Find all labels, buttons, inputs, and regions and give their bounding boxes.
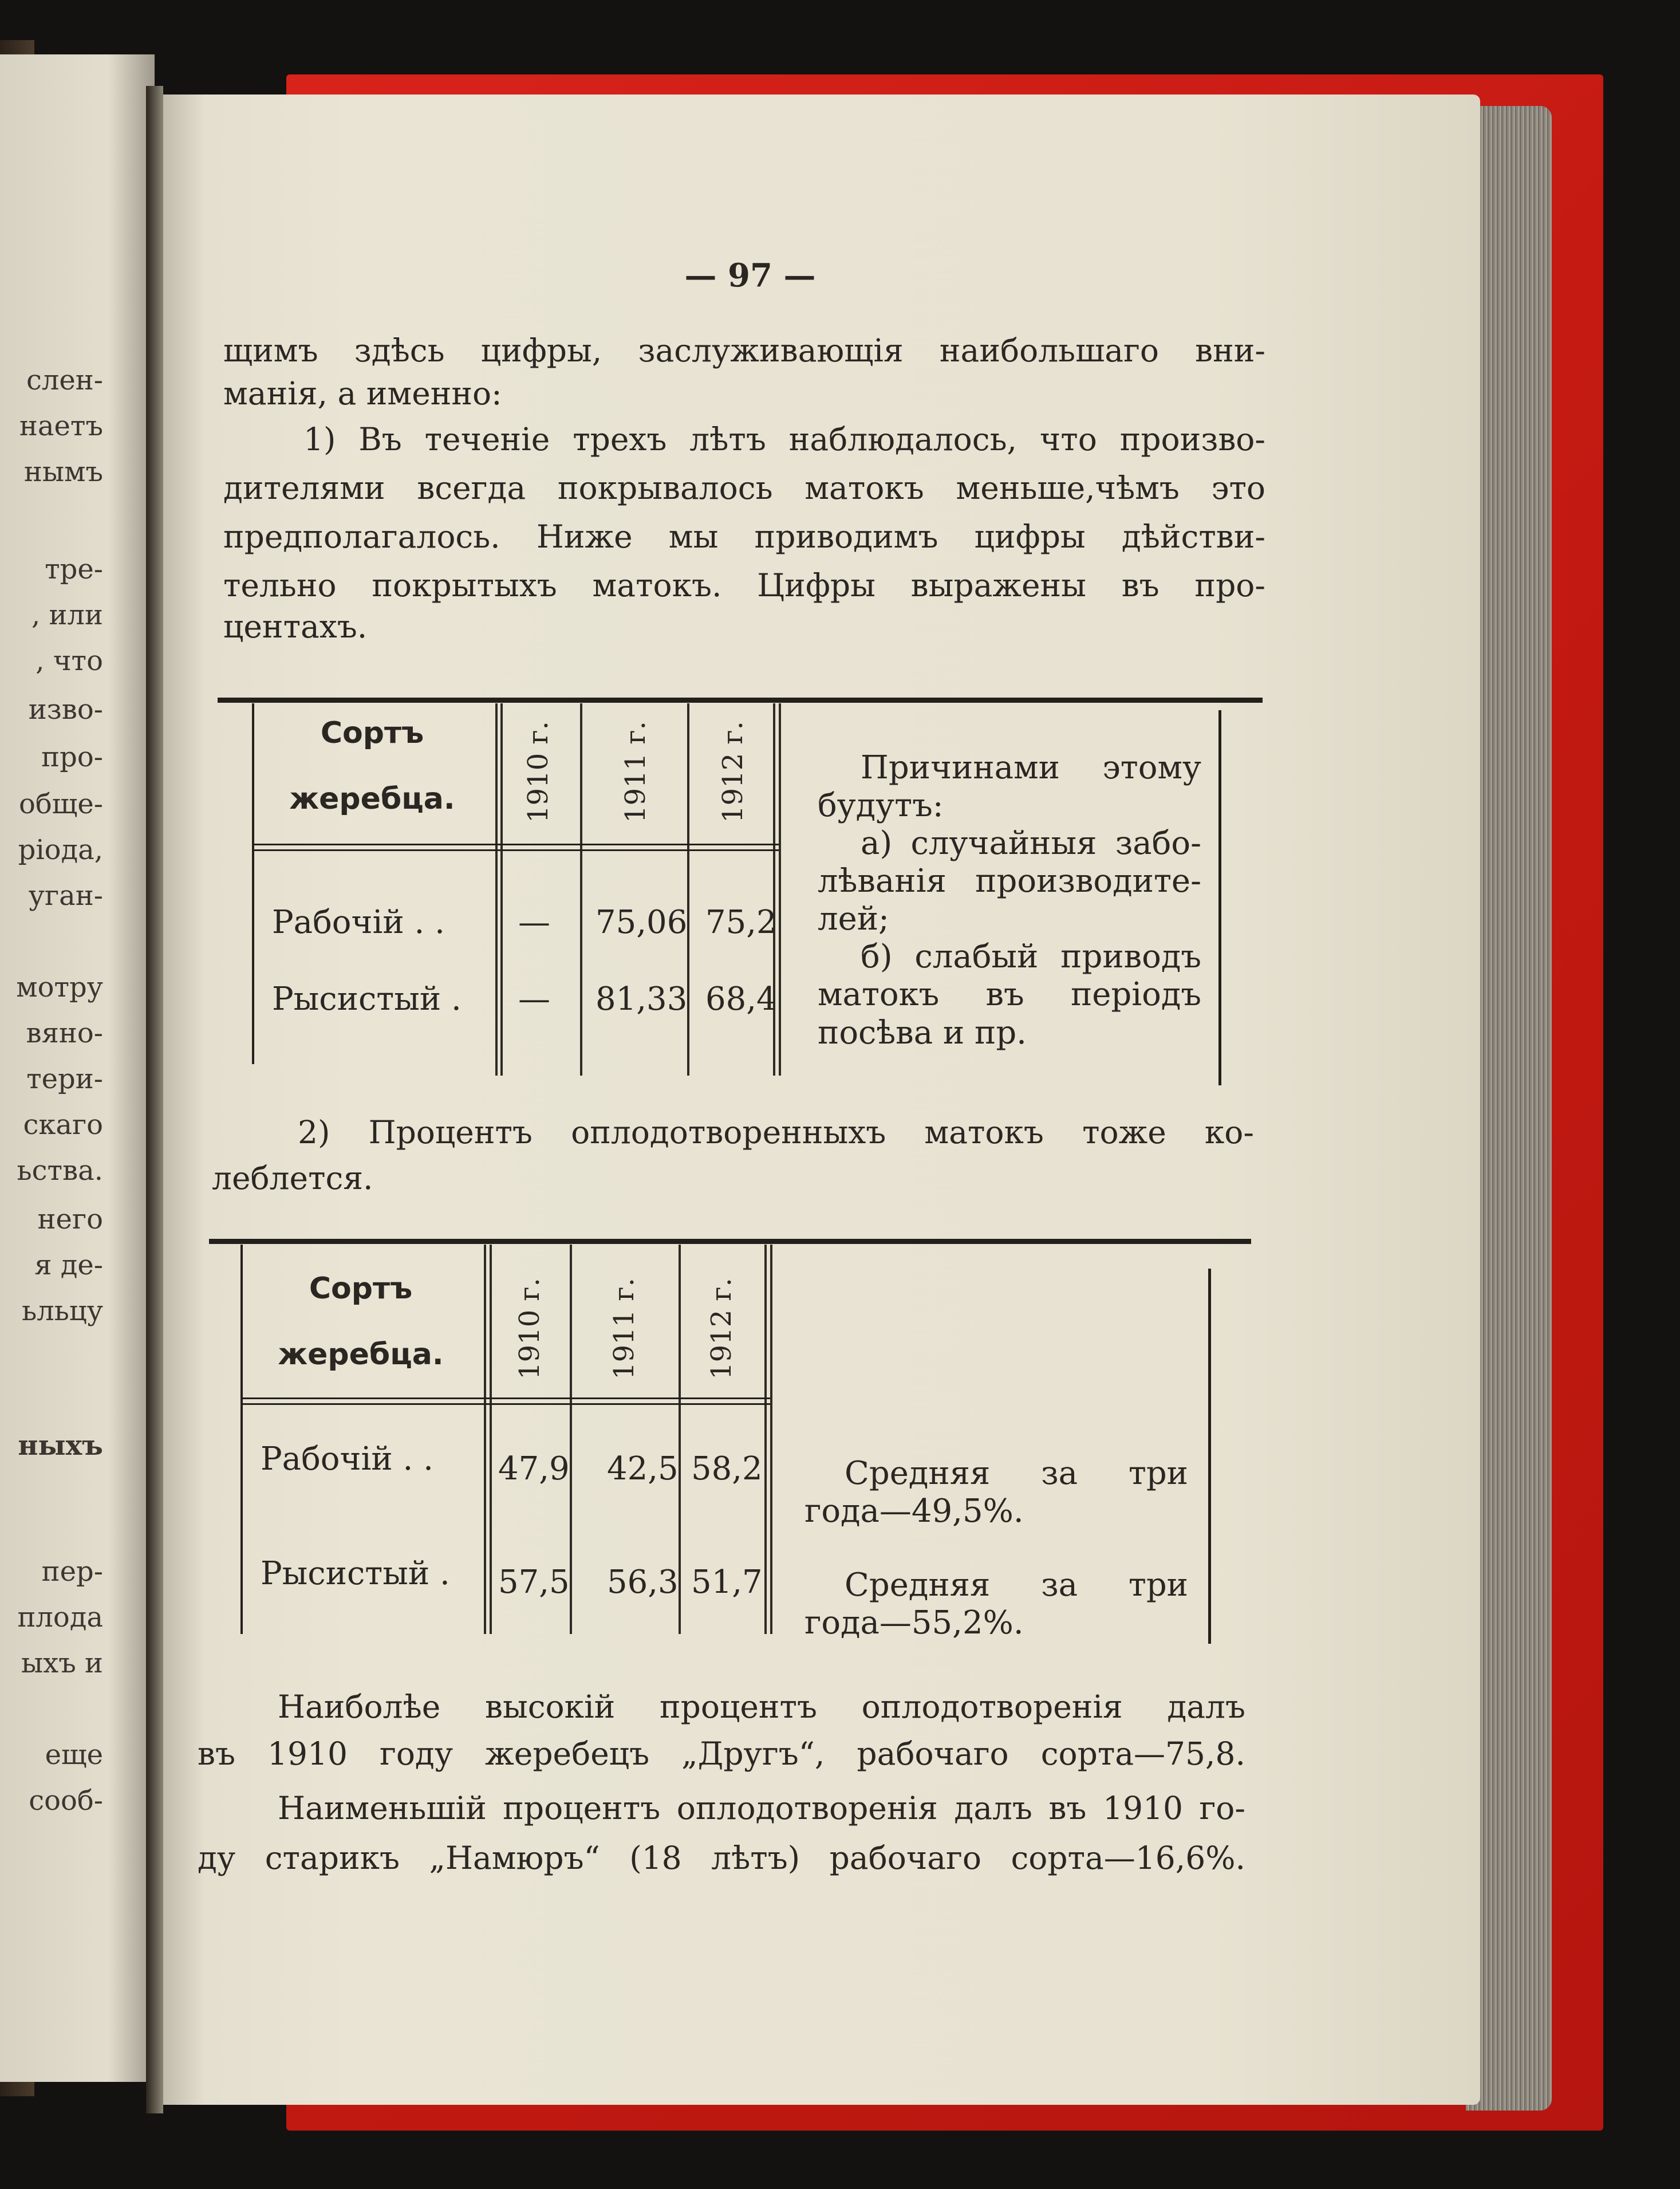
row-label: Рабочій . .	[272, 904, 445, 941]
column-divider	[500, 703, 503, 1076]
left-page-text-fragment: вяно-	[26, 1017, 103, 1049]
text-line: 1) Въ теченіе трехъ лѣтъ наблюдалось, что произво-	[303, 421, 1265, 458]
left-page-text-fragment: плода	[17, 1601, 103, 1633]
average-note: Средняя за три года—49,5%.	[804, 1455, 1188, 1530]
text-line: Наименьшій процентъ оплодотворенія далъ въ 1910 го-	[278, 1790, 1245, 1826]
table-left-border	[240, 1245, 243, 1634]
year-header: 1911 г.	[620, 721, 652, 823]
table-left-border	[252, 703, 254, 1064]
left-page-text-fragment: уган-	[28, 880, 103, 912]
left-page-text-fragment: тре-	[45, 553, 103, 585]
text-line: дителями всегда покрывалось матокъ меньше,чѣмъ это	[223, 470, 1265, 506]
year-header: 1912 г.	[705, 1278, 738, 1380]
year-header: 1910 г.	[514, 1278, 546, 1380]
table-cell: 81,33	[596, 981, 688, 1018]
column-divider	[570, 1245, 572, 1634]
left-page-text-fragment: обще-	[18, 788, 103, 820]
table-cell: 68,4	[705, 981, 777, 1018]
left-page-text-fragment: слен-	[26, 364, 103, 396]
left-page-text-fragment: ьства.	[17, 1155, 103, 1187]
left-page-text-fragment: еще	[45, 1739, 103, 1771]
average-note: Средняя за три года—55,2%.	[804, 1566, 1188, 1642]
left-page-text-fragment: наетъ	[19, 410, 103, 442]
column-divider	[779, 703, 781, 1076]
left-page-text-fragment: я де-	[34, 1249, 103, 1281]
header-sort: Сортъ	[320, 716, 424, 750]
header-rule	[252, 849, 779, 851]
row-label: Рысистый .	[272, 981, 462, 1018]
table-cell: 56,3	[607, 1564, 679, 1601]
page-number: — 97 —	[684, 257, 816, 294]
table-right-border	[1218, 710, 1221, 1085]
table-cell: —	[518, 981, 550, 1018]
left-page	[0, 54, 155, 2082]
year-header: 1910 г.	[522, 721, 554, 823]
text-line: тельно покрытыхъ матокъ. Цифры выражены въ про-	[223, 567, 1265, 604]
table-cell: 42,5	[607, 1450, 679, 1487]
header-sort: Сортъ	[309, 1271, 413, 1306]
column-divider	[770, 1245, 772, 1634]
text-line: 2) Процентъ оплодотворенныхъ матокъ тоже ко-	[298, 1114, 1254, 1151]
text-line: предполагалось. Ниже мы приводимъ цифры дѣйстви-	[223, 518, 1265, 555]
text-line: ду старикъ „Намюръ“ (18 лѣтъ) рабочаго сорта—16,6%.	[198, 1840, 1245, 1876]
left-page-text-fragment: него	[37, 1203, 103, 1235]
text-line: Наиболѣе высокій процентъ оплодотворенія далъ	[278, 1688, 1245, 1725]
header-rule	[240, 1397, 770, 1399]
column-divider	[580, 703, 582, 1076]
table-right-border	[1208, 1269, 1211, 1644]
table-cell: —	[518, 904, 550, 941]
left-page-text-fragment: ыхъ и	[21, 1647, 103, 1679]
left-page-text-fragment: ныхъ	[18, 1430, 103, 1462]
table-cell: 75,2	[705, 904, 777, 941]
table-note: Причинами этому будутъ: а) случайныя забо- лѣванія производите- лей; б) слабый приводъ матокъ въ періодъ посѣва и пр.	[818, 749, 1201, 1052]
book-gutter	[146, 86, 163, 2113]
left-page-text-fragment: про-	[41, 741, 103, 773]
left-page-text-fragment: ріода,	[18, 834, 103, 866]
column-divider	[764, 1245, 767, 1634]
header-rule	[240, 1403, 770, 1405]
column-divider	[679, 1245, 681, 1634]
column-divider	[490, 1245, 492, 1634]
left-page-text-fragment: пер-	[41, 1556, 103, 1588]
column-divider	[773, 703, 775, 1076]
left-page-text-fragment: сооб-	[29, 1785, 103, 1817]
header-stallion: жеребца.	[289, 782, 455, 816]
left-page-text-fragment: , что	[36, 645, 103, 677]
column-divider	[687, 703, 689, 1076]
table-cell: 51,7	[691, 1564, 763, 1601]
year-header: 1911 г.	[608, 1278, 640, 1380]
left-page-text-fragment: нымъ	[23, 456, 103, 488]
left-page-text-fragment: мотру	[16, 971, 103, 1003]
table-cell: 58,2	[691, 1450, 763, 1487]
table-cell: 75,06	[596, 904, 688, 941]
left-page-text-fragment: ьльцу	[22, 1295, 103, 1327]
text-line: въ 1910 году жеребецъ „Другъ“, рабочаго сорта—75,8.	[198, 1735, 1245, 1772]
table-cell: 47,9	[498, 1450, 570, 1487]
left-page-text-fragment: изво-	[28, 694, 103, 726]
text-line: центахъ.	[223, 608, 368, 645]
table-cell: 57,5	[498, 1564, 570, 1601]
column-divider	[495, 703, 498, 1076]
text-line: щимъ здѣсь цифры, заслуживающія наибольшаго вни-	[223, 332, 1265, 369]
text-line: манія, а именно:	[223, 375, 502, 412]
table-top-rule	[209, 1239, 1251, 1244]
column-divider	[484, 1245, 486, 1634]
header-stallion: жеребца.	[278, 1337, 444, 1372]
left-page-text-fragment: , или	[31, 599, 103, 631]
left-page-text-fragment: тери-	[26, 1063, 103, 1095]
table-top-rule	[218, 698, 1263, 703]
text-line: леблется.	[212, 1160, 373, 1196]
row-label: Рабочій . .	[261, 1440, 433, 1478]
year-header: 1912 г.	[717, 721, 749, 823]
header-rule	[252, 844, 779, 845]
left-page-text-fragment: скаго	[23, 1109, 103, 1141]
row-label: Рысистый .	[261, 1555, 450, 1592]
